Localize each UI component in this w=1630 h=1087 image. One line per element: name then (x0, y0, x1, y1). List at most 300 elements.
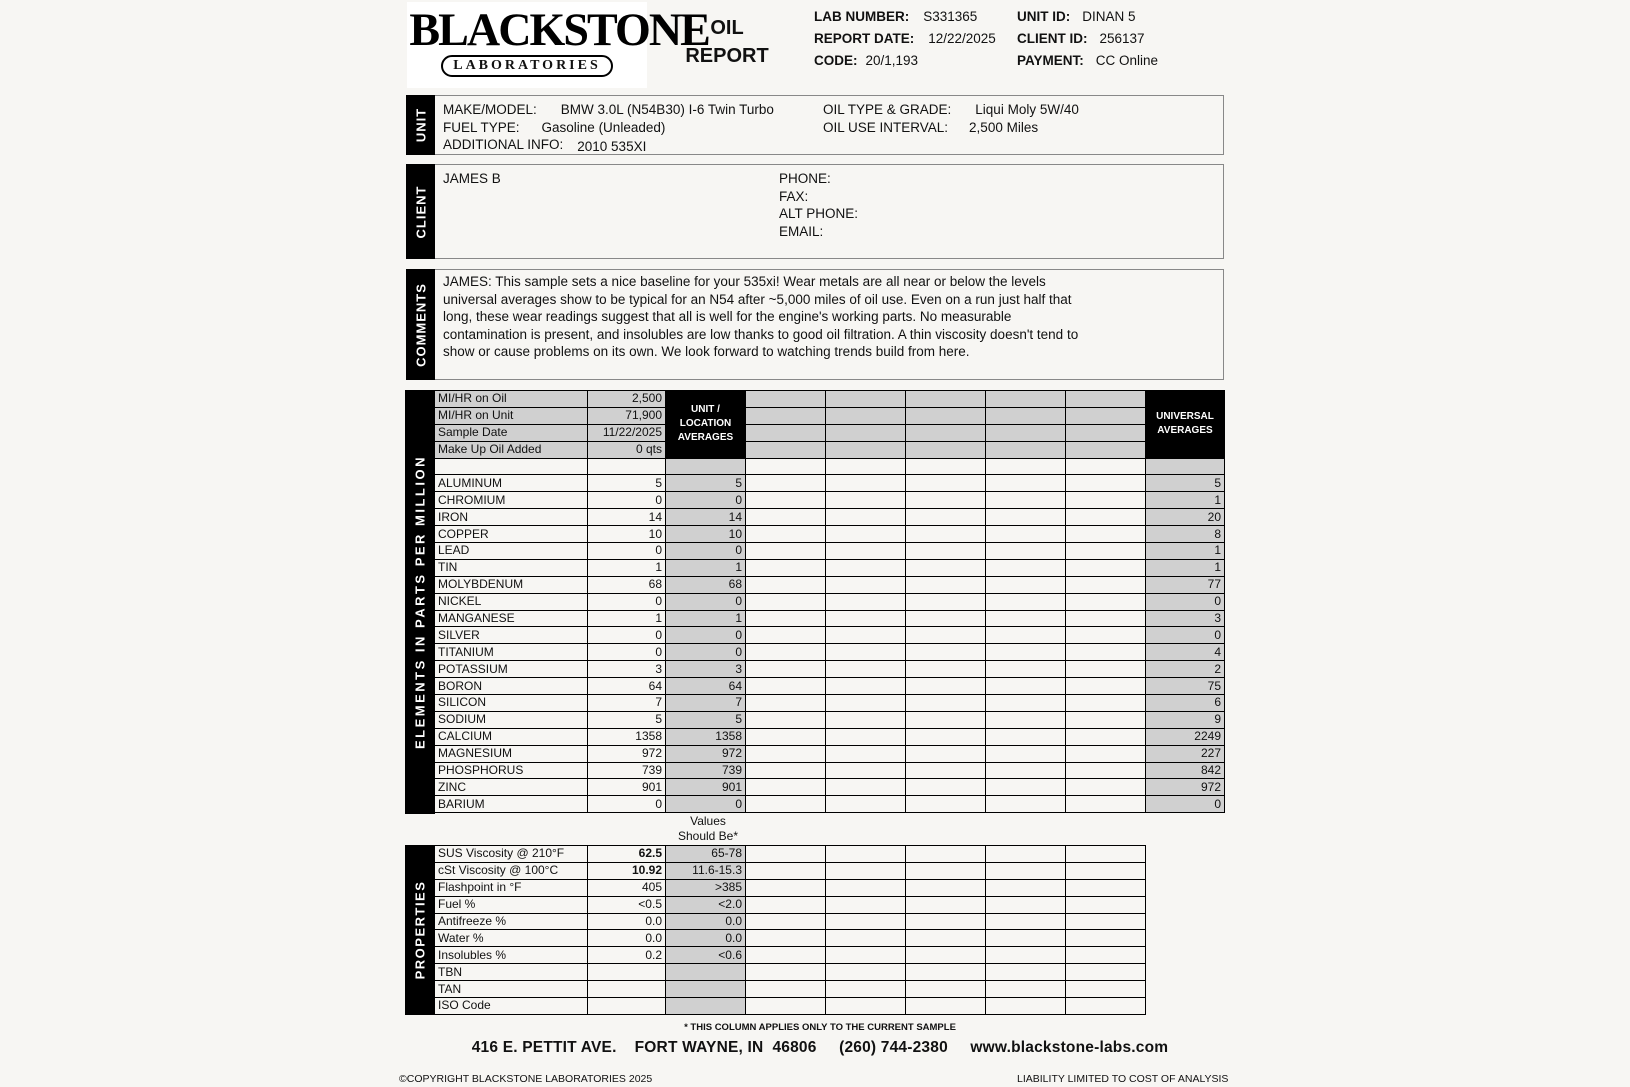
empty-sample-cell (986, 407, 1066, 424)
element-universal-average: 2 (1146, 661, 1225, 678)
element-unit-average: 10 (666, 526, 746, 543)
property-value: 0.0 (588, 930, 666, 947)
property-should-be: >385 (666, 879, 746, 896)
element-row (435, 492, 1225, 509)
empty-sample-cell (1066, 745, 1146, 762)
element-unit-average: 0 (666, 644, 746, 661)
element-row (435, 509, 1225, 526)
empty-sample-cell (826, 661, 906, 678)
element-name: SILVER (435, 627, 588, 644)
client-id-label: CLIENT ID: (1017, 31, 1088, 46)
property-should-be: 0.0 (666, 913, 746, 930)
empty-sample-cell (826, 391, 906, 408)
empty-sample-cell (746, 475, 826, 492)
report-date-label: REPORT DATE: (814, 31, 915, 46)
empty-sample-cell (986, 896, 1066, 913)
property-value: 0.2 (588, 947, 666, 964)
empty-cell (435, 458, 588, 475)
empty-sample-cell (826, 913, 906, 930)
empty-sample-cell (906, 981, 986, 998)
element-value: 10 (588, 526, 666, 543)
property-row (435, 947, 1146, 964)
empty-sample-cell (906, 391, 986, 408)
element-unit-average: 5 (666, 475, 746, 492)
element-value: 14 (588, 509, 666, 526)
empty-sample-cell (906, 947, 986, 964)
info-label: ADDITIONAL INFO: (443, 137, 564, 152)
empty-sample-cell (826, 509, 906, 526)
element-row (435, 796, 1225, 813)
element-universal-average: 8 (1146, 526, 1225, 543)
comment-line: JAMES: This sample sets a nice baseline for your 535xi! Wear metals are all near or below the levels (443, 274, 1046, 289)
unit-location-averages-header: UNIT / LOCATION AVERAGES (666, 391, 746, 459)
empty-sample-cell (986, 424, 1066, 441)
empty-sample-cell (826, 846, 906, 863)
empty-sample-cell (1066, 441, 1146, 458)
element-value: 0 (588, 644, 666, 661)
element-name: MAGNESIUM (435, 745, 588, 762)
element-name: BARIUM (435, 796, 588, 813)
empty-sample-cell (986, 947, 1066, 964)
property-row (435, 998, 1146, 1015)
empty-sample-cell (986, 576, 1066, 593)
empty-sample-cell (906, 846, 986, 863)
empty-sample-cell (826, 424, 906, 441)
element-universal-average: 9 (1146, 711, 1225, 728)
empty-sample-cell (906, 559, 986, 576)
empty-sample-cell (746, 779, 826, 796)
empty-sample-cell (986, 998, 1066, 1015)
info-label: Make Up Oil Added (435, 441, 588, 458)
element-row (435, 543, 1225, 560)
element-name: NICKEL (435, 593, 588, 610)
element-row (435, 593, 1225, 610)
empty-sample-cell (826, 526, 906, 543)
empty-sample-cell (986, 745, 1066, 762)
property-row (435, 981, 1146, 998)
empty-sample-cell (986, 796, 1066, 813)
element-value: 3 (588, 661, 666, 678)
comments-side-label: COMMENTS (406, 269, 435, 380)
element-value: 0 (588, 593, 666, 610)
element-name: CHROMIUM (435, 492, 588, 509)
element-universal-average: 842 (1146, 762, 1225, 779)
oil-type-label: OIL TYPE & GRADE: (823, 102, 952, 117)
unit-id: DINAN 5 (1082, 9, 1136, 24)
empty-sample-cell (826, 947, 906, 964)
property-name: Fuel % (435, 896, 588, 913)
empty-sample-cell (1066, 998, 1146, 1015)
element-name: IRON (435, 509, 588, 526)
header-left-fields (814, 6, 996, 72)
empty-sample-cell (906, 879, 986, 896)
property-should-be: 65-78 (666, 846, 746, 863)
empty-sample-cell (906, 896, 986, 913)
empty-sample-cell (746, 424, 826, 441)
report-date: 12/22/2025 (928, 31, 996, 46)
empty-sample-cell (746, 879, 826, 896)
logo-subtitle: LABORATORIES (441, 55, 613, 77)
property-value: 0.0 (588, 913, 666, 930)
empty-sample-cell (746, 593, 826, 610)
payment-label: PAYMENT: (1017, 53, 1084, 68)
element-name: BORON (435, 678, 588, 695)
element-value: 1 (588, 610, 666, 627)
property-row (435, 913, 1146, 930)
element-row (435, 762, 1225, 779)
empty-cell (1146, 458, 1225, 475)
unit-id-label: UNIT ID: (1017, 9, 1071, 24)
empty-sample-cell (906, 424, 986, 441)
empty-sample-cell (826, 981, 906, 998)
element-row (435, 678, 1225, 695)
element-row (435, 644, 1225, 661)
empty-sample-cell (1066, 964, 1146, 981)
element-row (435, 711, 1225, 728)
element-row (435, 610, 1225, 627)
element-universal-average: 1 (1146, 559, 1225, 576)
property-name: SUS Viscosity @ 210°F (435, 846, 588, 863)
empty-sample-cell (746, 492, 826, 509)
element-value: 972 (588, 745, 666, 762)
element-value: 64 (588, 678, 666, 695)
info-row (435, 407, 1225, 424)
info-value: 0 qts (588, 441, 666, 458)
empty-sample-cell (906, 695, 986, 712)
empty-sample-cell (826, 644, 906, 661)
info-row (435, 424, 1225, 441)
empty-sample-cell (746, 576, 826, 593)
empty-sample-cell (826, 610, 906, 627)
empty-sample-cell (746, 678, 826, 695)
empty-cell (986, 458, 1066, 475)
comment-line: universal averages show to be typical for an N54 after ~5,000 miles of oil use. Even on a run just half that (443, 291, 1072, 307)
empty-sample-cell (1066, 576, 1146, 593)
element-value: 0 (588, 796, 666, 813)
client-contact-fields (779, 170, 858, 240)
property-row (435, 896, 1146, 913)
info-value: 11/22/2025 (588, 424, 666, 441)
empty-sample-cell (826, 543, 906, 560)
spacer-row (435, 458, 1225, 475)
empty-sample-cell (1066, 862, 1146, 879)
empty-sample-cell (746, 644, 826, 661)
element-row (435, 627, 1225, 644)
empty-sample-cell (746, 846, 826, 863)
phone-label: PHONE: (779, 171, 831, 186)
element-value: 739 (588, 762, 666, 779)
element-row (435, 576, 1225, 593)
element-universal-average: 5 (1146, 475, 1225, 492)
lab-number: S331365 (923, 9, 978, 24)
values-should-be-header (664, 814, 752, 844)
empty-sample-cell (986, 695, 1066, 712)
blackstone-logo (407, 2, 709, 88)
empty-sample-cell (906, 930, 986, 947)
element-name: ZINC (435, 779, 588, 796)
empty-sample-cell (826, 779, 906, 796)
empty-sample-cell (986, 762, 1066, 779)
property-value: <0.5 (588, 896, 666, 913)
empty-sample-cell (1066, 779, 1146, 796)
element-universal-average: 0 (1146, 796, 1225, 813)
empty-sample-cell (1066, 627, 1146, 644)
property-row (435, 964, 1146, 981)
values-header-line2: Should Be* (677, 829, 739, 843)
empty-sample-cell (906, 762, 986, 779)
interval-label: OIL USE INTERVAL: (823, 119, 949, 135)
empty-sample-cell (1066, 526, 1146, 543)
logo-wordmark: BLACKSTONE (409, 4, 709, 56)
element-value: 0 (588, 492, 666, 509)
empty-sample-cell (986, 678, 1066, 695)
empty-sample-cell (826, 627, 906, 644)
element-universal-average: 0 (1146, 627, 1225, 644)
empty-sample-cell (906, 862, 986, 879)
empty-sample-cell (746, 998, 826, 1015)
unit-section (406, 95, 1224, 155)
element-name: SODIUM (435, 711, 588, 728)
title-line-1: OIL (710, 17, 744, 39)
empty-sample-cell (906, 627, 986, 644)
info-label: MI/HR on Unit (435, 407, 588, 424)
properties-side-label: PROPERTIES (405, 845, 435, 1015)
empty-sample-cell (986, 559, 1066, 576)
empty-sample-cell (986, 610, 1066, 627)
element-unit-average: 1358 (666, 728, 746, 745)
empty-sample-cell (826, 711, 906, 728)
empty-sample-cell (746, 896, 826, 913)
element-universal-average: 77 (1146, 576, 1225, 593)
empty-sample-cell (1066, 661, 1146, 678)
empty-sample-cell (906, 492, 986, 509)
empty-sample-cell (1066, 728, 1146, 745)
empty-sample-cell (826, 678, 906, 695)
empty-sample-cell (746, 762, 826, 779)
empty-sample-cell (826, 576, 906, 593)
make-model: BMW 3.0L (N54B30) I-6 Twin Turbo (560, 102, 774, 117)
empty-sample-cell (826, 559, 906, 576)
property-value: 10.92 (588, 862, 666, 879)
info-value: 71,900 (588, 407, 666, 424)
property-should-be: 0.0 (666, 930, 746, 947)
empty-sample-cell (1066, 593, 1146, 610)
empty-sample-cell (986, 526, 1066, 543)
element-name: ALUMINUM (435, 475, 588, 492)
element-row (435, 779, 1225, 796)
empty-sample-cell (746, 862, 826, 879)
comment-line: show or cause problems on its own. We look forward to watching trends build from here. (443, 344, 970, 359)
element-value: 1 (588, 559, 666, 576)
element-unit-average: 739 (666, 762, 746, 779)
element-unit-average: 0 (666, 593, 746, 610)
element-universal-average: 227 (1146, 745, 1225, 762)
property-row (435, 862, 1146, 879)
empty-sample-cell (826, 964, 906, 981)
empty-sample-cell (826, 745, 906, 762)
empty-sample-cell (1066, 678, 1146, 695)
empty-sample-cell (746, 610, 826, 627)
empty-cell (1066, 458, 1146, 475)
report-title (672, 14, 782, 70)
empty-sample-cell (986, 879, 1066, 896)
empty-sample-cell (906, 526, 986, 543)
empty-sample-cell (986, 779, 1066, 796)
empty-cell (906, 458, 986, 475)
empty-sample-cell (906, 509, 986, 526)
info-row (435, 391, 1225, 408)
values-header-line1: Values (690, 814, 726, 828)
element-name: LEAD (435, 543, 588, 560)
code-row (814, 50, 996, 72)
empty-cell (666, 458, 746, 475)
client-name: JAMES B (443, 171, 501, 186)
empty-sample-cell (746, 391, 826, 408)
element-unit-average: 972 (666, 745, 746, 762)
element-value: 5 (588, 475, 666, 492)
additional-info: 2010 535XI (577, 139, 647, 154)
unit-side-label: UNIT (406, 95, 435, 155)
fax-label: FAX: (779, 188, 809, 204)
empty-sample-cell (1066, 796, 1146, 813)
empty-sample-cell (906, 593, 986, 610)
property-name: Water % (435, 930, 588, 947)
empty-sample-cell (906, 964, 986, 981)
property-should-be: 11.6-15.3 (666, 862, 746, 879)
empty-sample-cell (1066, 947, 1146, 964)
empty-sample-cell (1066, 711, 1146, 728)
element-unit-average: 0 (666, 796, 746, 813)
empty-sample-cell (986, 391, 1066, 408)
property-should-be (666, 981, 746, 998)
property-name: TBN (435, 964, 588, 981)
empty-sample-cell (986, 543, 1066, 560)
empty-sample-cell (746, 711, 826, 728)
empty-sample-cell (906, 475, 986, 492)
empty-sample-cell (746, 543, 826, 560)
element-value: 0 (588, 627, 666, 644)
universal-averages-header: UNIVERSAL AVERAGES (1146, 391, 1225, 459)
empty-sample-cell (1066, 559, 1146, 576)
info-row (435, 441, 1225, 458)
empty-sample-cell (826, 762, 906, 779)
empty-sample-cell (746, 796, 826, 813)
empty-sample-cell (826, 593, 906, 610)
element-value: 0 (588, 543, 666, 560)
unit-left-fields (443, 101, 774, 154)
empty-sample-cell (1066, 543, 1146, 560)
empty-sample-cell (826, 475, 906, 492)
info-value: 2,500 (588, 391, 666, 408)
header-right-fields (1017, 6, 1158, 72)
liability-note: LIABILITY LIMITED TO COST OF ANALYSIS (1017, 1073, 1229, 1085)
empty-sample-cell (746, 745, 826, 762)
empty-sample-cell (826, 407, 906, 424)
element-name: MANGANESE (435, 610, 588, 627)
element-unit-average: 0 (666, 492, 746, 509)
fuel-label: FUEL TYPE: (443, 119, 520, 135)
element-name: TIN (435, 559, 588, 576)
oil-use-interval: 2,500 Miles (969, 119, 1039, 135)
empty-sample-cell (746, 526, 826, 543)
empty-sample-cell (826, 998, 906, 1015)
comments-section (406, 269, 1224, 380)
element-name: POTASSIUM (435, 661, 588, 678)
comments-text (443, 273, 1078, 361)
element-value: 5 (588, 711, 666, 728)
payment: CC Online (1095, 53, 1159, 68)
empty-sample-cell (1066, 475, 1146, 492)
empty-sample-cell (986, 846, 1066, 863)
property-name: cSt Viscosity @ 100°C (435, 862, 588, 879)
property-value (588, 998, 666, 1015)
element-unit-average: 901 (666, 779, 746, 796)
element-unit-average: 0 (666, 627, 746, 644)
empty-sample-cell (906, 441, 986, 458)
lab-number-row (814, 6, 996, 28)
empty-sample-cell (826, 441, 906, 458)
empty-sample-cell (746, 661, 826, 678)
empty-sample-cell (746, 913, 826, 930)
empty-sample-cell (1066, 424, 1146, 441)
property-name: ISO Code (435, 998, 588, 1015)
empty-sample-cell (986, 593, 1066, 610)
empty-sample-cell (1066, 492, 1146, 509)
element-universal-average: 2249 (1146, 728, 1225, 745)
empty-sample-cell (986, 644, 1066, 661)
element-unit-average: 1 (666, 610, 746, 627)
empty-sample-cell (906, 610, 986, 627)
empty-sample-cell (986, 728, 1066, 745)
element-row (435, 526, 1225, 543)
empty-sample-cell (906, 779, 986, 796)
empty-sample-cell (746, 559, 826, 576)
property-row (435, 879, 1146, 896)
property-should-be: <0.6 (666, 947, 746, 964)
element-row (435, 745, 1225, 762)
empty-sample-cell (906, 543, 986, 560)
make-label: MAKE/MODEL: (443, 102, 537, 117)
empty-sample-cell (826, 728, 906, 745)
empty-sample-cell (986, 661, 1066, 678)
empty-sample-cell (1066, 644, 1146, 661)
client-section (406, 164, 1224, 259)
element-value: 1358 (588, 728, 666, 745)
property-name: Antifreeze % (435, 913, 588, 930)
empty-sample-cell (1066, 846, 1146, 863)
empty-sample-cell (986, 509, 1066, 526)
empty-sample-cell (1066, 407, 1146, 424)
empty-sample-cell (986, 711, 1066, 728)
element-row (435, 475, 1225, 492)
element-name: TITANIUM (435, 644, 588, 661)
empty-sample-cell (1066, 509, 1146, 526)
empty-sample-cell (826, 896, 906, 913)
empty-sample-cell (906, 711, 986, 728)
empty-sample-cell (1066, 762, 1146, 779)
code: 20/1,193 (865, 53, 919, 68)
element-universal-average: 972 (1146, 779, 1225, 796)
element-unit-average: 7 (666, 695, 746, 712)
empty-sample-cell (906, 913, 986, 930)
empty-sample-cell (746, 407, 826, 424)
element-unit-average: 14 (666, 509, 746, 526)
empty-sample-cell (826, 862, 906, 879)
empty-sample-cell (746, 441, 826, 458)
empty-sample-cell (1066, 610, 1146, 627)
fuel-type: Gasoline (Unleaded) (541, 119, 666, 135)
property-name: TAN (435, 981, 588, 998)
